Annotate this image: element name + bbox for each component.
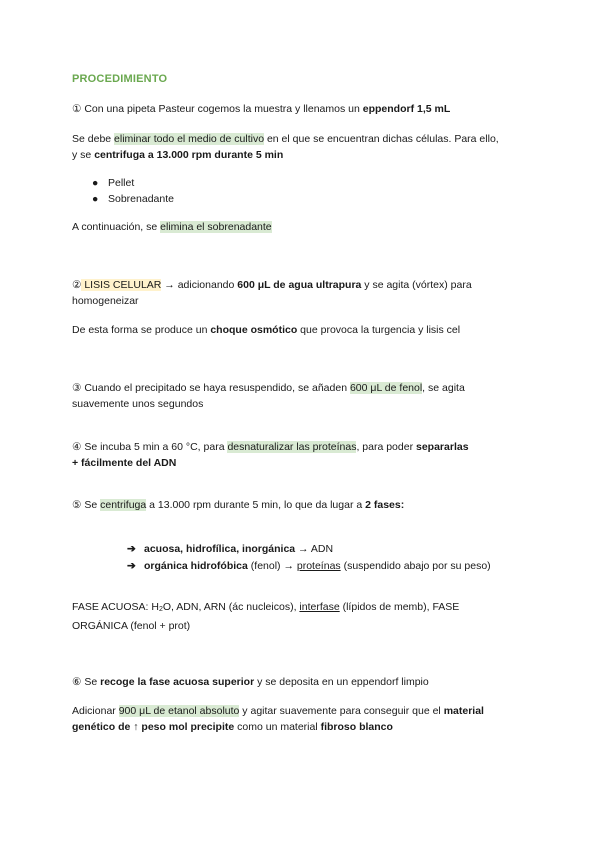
bullet-icon: ● (92, 193, 99, 205)
highlight: 600 μL de fenol (349, 382, 423, 394)
step-2-explanation: De esta forma se produce un choque osmótico que provoca la turgencia y lisis cel (72, 324, 461, 336)
arrow-icon: ➔ (127, 543, 136, 555)
step-3-number: ③ (72, 382, 82, 394)
step-1-line: ① Con una pipeta Pasteur cogemos la muestra y llenamos un eppendorf 1,5 mL (72, 103, 451, 115)
step-4-paragraph: ④ Se incuba 5 min a 60 °C, para desnaturalizar las proteínas, para poder separarlas + fácilmente del ADN (72, 441, 469, 469)
list-item: ● Sobrenadante (92, 193, 174, 205)
highlight: 900 μL de etanol absoluto (118, 705, 240, 717)
step-4-number: ④ (72, 441, 82, 453)
step-2-paragraph: ② LISIS CELULAR → adicionando 600 μL de agua ultrapura y se agita (vórtex) para homogeneizar (72, 279, 472, 307)
phases-summary: FASE ACUOSA: H2O, ADN, ARN (ác nucleicos), interfase (lípidos de memb), FASE ORGÁNICA (fenol + prot) (72, 601, 460, 632)
highlight: eliminar todo el medio de cultivo (114, 133, 265, 145)
step-1-paragraph: Se debe eliminar todo el medio de cultivo en el que se encuentran dichas células. Para ello, y se centrifuga a 13.000 rpm durante 5 min (72, 133, 499, 161)
step-6-paragraph: Adicionar 900 μL de etanol absoluto y agitar suavemente para conseguir que el material genético de ↑ peso mol precipite como un material fibroso blanco (72, 705, 484, 733)
bullet-icon: ● (92, 177, 99, 189)
list-item: ● Pellet (92, 177, 135, 189)
highlight: LISIS CELULAR (81, 279, 162, 291)
step-2-number: ② (72, 279, 82, 291)
bullet-list (92, 175, 174, 207)
step-1-conclusion: A continuación, se elimina el sobrenadante (72, 221, 272, 233)
step-5-line: ⑤ Se centrifuga a 13.000 rpm durante 5 min, lo que da lugar a 2 fases: (72, 499, 405, 511)
section-title: PROCEDIMIENTO (72, 73, 168, 85)
step-6-number: ⑥ (72, 676, 82, 688)
arrow-icon: ➔ (127, 560, 136, 572)
highlight: desnaturalizar las proteínas (227, 441, 357, 453)
step-3-paragraph: ③ Cuando el precipitado se haya resuspendido, se añaden 600 μL de fenol, se agita suavemente unos segundos (72, 382, 465, 410)
up-arrow-icon: ↑ (133, 721, 139, 733)
highlight: centrifuga (100, 499, 147, 511)
list-item: ➔ orgánica hidrofóbica (fenol) → proteínas (suspendido abajo por su peso) (127, 560, 491, 572)
highlight: elimina el sobrenadante (160, 221, 272, 233)
step-5-number: ⑤ (72, 499, 82, 511)
phases-list (127, 541, 547, 575)
step-6-line: ⑥ Se recoge la fase acuosa superior y se deposita en un eppendorf limpio (72, 676, 429, 688)
list-item: ➔ acuosa, hidrofílica, inorgánica → ADN (127, 543, 334, 555)
step-1-number: ① (72, 103, 82, 115)
